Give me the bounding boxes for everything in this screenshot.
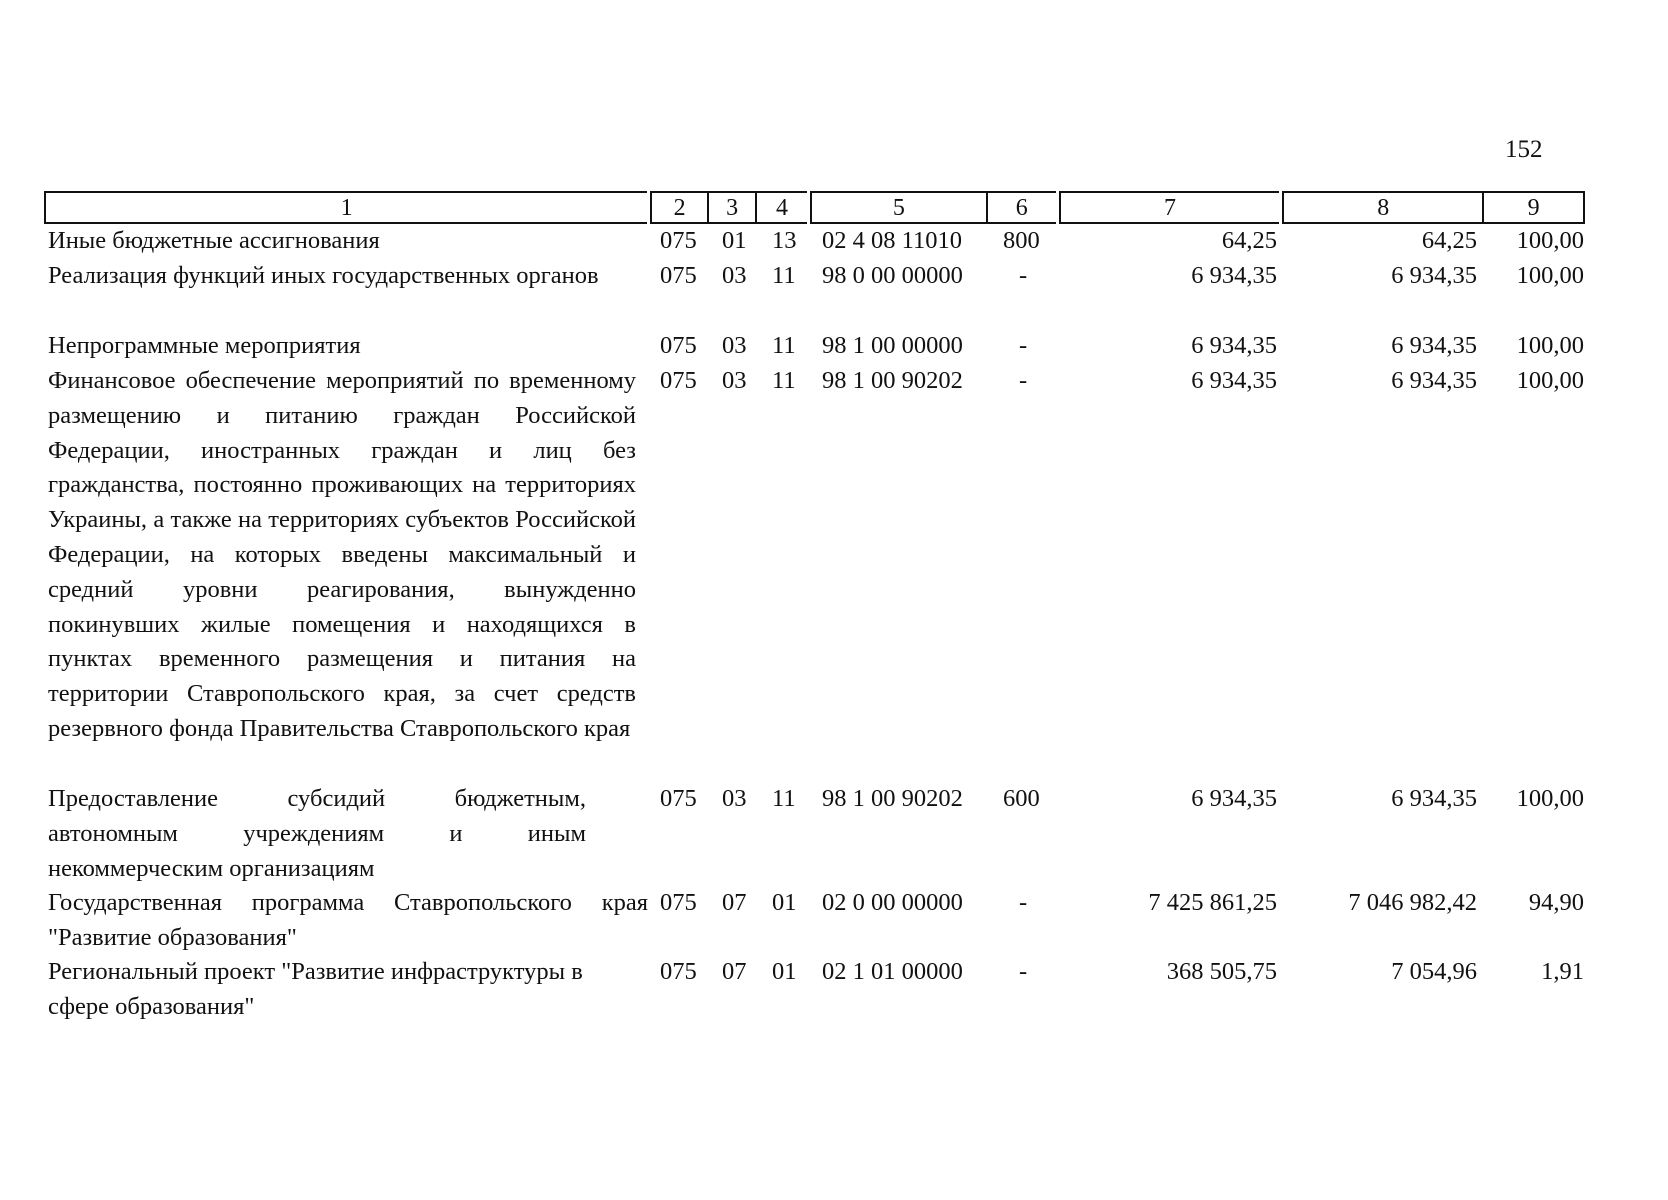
row-col-9: 100,00 — [1516, 227, 1584, 254]
row-name: Непрограммные мероприятия — [48, 332, 361, 359]
row-col-2: 075 — [660, 227, 697, 254]
row-col-3: 03 — [722, 367, 747, 394]
row-col-6: - — [1019, 889, 1028, 916]
row-col-6: - — [1019, 958, 1028, 985]
row-col-2: 075 — [660, 367, 697, 394]
row-col-6: 800 — [1003, 227, 1040, 254]
row-col-7: 6 934,35 — [1191, 332, 1277, 359]
header-col-3: 3 — [707, 191, 755, 224]
table-header — [44, 191, 1585, 224]
row-col-8: 7 046 982,42 — [1348, 889, 1477, 916]
row-col-8: 6 934,35 — [1391, 332, 1477, 359]
row-col-9: 100,00 — [1516, 367, 1584, 394]
row-col-8: 6 934,35 — [1391, 262, 1477, 289]
row-name: Предоставление субсидий бюджетным, автономным учреждениям и иным некоммерческим организациям — [48, 785, 586, 882]
row-col-4: 13 — [772, 227, 797, 254]
row-col-3: 07 — [722, 958, 747, 985]
row-col-2: 075 — [660, 262, 697, 289]
row-col-4: 11 — [772, 332, 796, 359]
header-col-9: 9 — [1482, 191, 1585, 224]
row-col-4: 11 — [772, 262, 796, 289]
row-col-3: 07 — [722, 889, 747, 916]
row-col-6: 600 — [1003, 785, 1040, 812]
header-col-4: 4 — [755, 191, 807, 224]
row-name: Реализация функций иных государственных органов — [48, 262, 599, 289]
row-col-2: 075 — [660, 332, 697, 359]
row-col-4: 11 — [772, 785, 796, 812]
row-col-5: 98 1 00 00000 — [822, 332, 963, 359]
row-col-2: 075 — [660, 889, 697, 916]
row-name: Иные бюджетные ассигнования — [48, 227, 380, 254]
row-col-7: 6 934,35 — [1191, 785, 1277, 812]
row-col-5: 02 4 08 11010 — [822, 227, 962, 254]
row-col-3: 01 — [722, 227, 747, 254]
row-name: Региональный проект "Развитие инфраструктуры в сфере образования" — [48, 958, 583, 1020]
row-name: Государственная программа Ставропольского края "Развитие образования" — [48, 889, 648, 951]
row-col-7: 7 425 861,25 — [1148, 889, 1277, 916]
row-col-3: 03 — [722, 332, 747, 359]
row-col-9: 1,91 — [1541, 958, 1584, 985]
row-col-5: 02 0 00 00000 — [822, 889, 963, 916]
page-number: 152 — [1505, 136, 1543, 163]
row-col-8: 6 934,35 — [1391, 785, 1477, 812]
row-col-8: 64,25 — [1421, 227, 1477, 254]
row-col-3: 03 — [722, 785, 747, 812]
row-col-5: 98 0 00 00000 — [822, 262, 963, 289]
row-col-2: 075 — [660, 958, 697, 985]
row-col-4: 11 — [772, 367, 796, 394]
row-col-8: 6 934,35 — [1391, 367, 1477, 394]
row-col-9: 100,00 — [1516, 332, 1584, 359]
row-col-4: 01 — [772, 889, 797, 916]
row-col-7: 6 934,35 — [1191, 262, 1277, 289]
header-col-1: 1 — [44, 191, 647, 224]
header-col-7: 7 — [1059, 191, 1280, 224]
row-col-5: 02 1 01 00000 — [822, 958, 963, 985]
header-col-8: 8 — [1282, 191, 1482, 224]
row-col-6: - — [1019, 332, 1028, 359]
row-col-2: 075 — [660, 785, 697, 812]
header-col-5: 5 — [810, 191, 986, 224]
row-col-4: 01 — [772, 958, 797, 985]
row-col-7: 6 934,35 — [1191, 367, 1277, 394]
row-col-5: 98 1 00 90202 — [822, 367, 963, 394]
row-col-8: 7 054,96 — [1391, 958, 1477, 985]
row-col-7: 368 505,75 — [1166, 958, 1277, 985]
row-col-9: 94,90 — [1528, 889, 1584, 916]
row-col-7: 64,25 — [1221, 227, 1277, 254]
row-col-6: - — [1019, 262, 1028, 289]
row-col-5: 98 1 00 90202 — [822, 785, 963, 812]
header-col-2: 2 — [650, 191, 707, 224]
row-col-9: 100,00 — [1516, 262, 1584, 289]
row-col-3: 03 — [722, 262, 747, 289]
row-name: Финансовое обеспечение мероприятий по временному размещению и питанию граждан Российской Федерации, иностранных граждан и лиц без гражданства, постоянно проживающих на территориях Украины, а также на территориях субъектов Российской Федерации, на которых введены максимальный и средний уровни реагирования, вынужденно покинувших жилые помещения и находящихся в пунктах временного размещения и питания на территории Ставропольского края, за счет средств резервного фонда Правительства Ставропольского края — [48, 367, 636, 742]
header-col-6: 6 — [986, 191, 1056, 224]
row-col-6: - — [1019, 367, 1028, 394]
row-col-9: 100,00 — [1516, 785, 1584, 812]
